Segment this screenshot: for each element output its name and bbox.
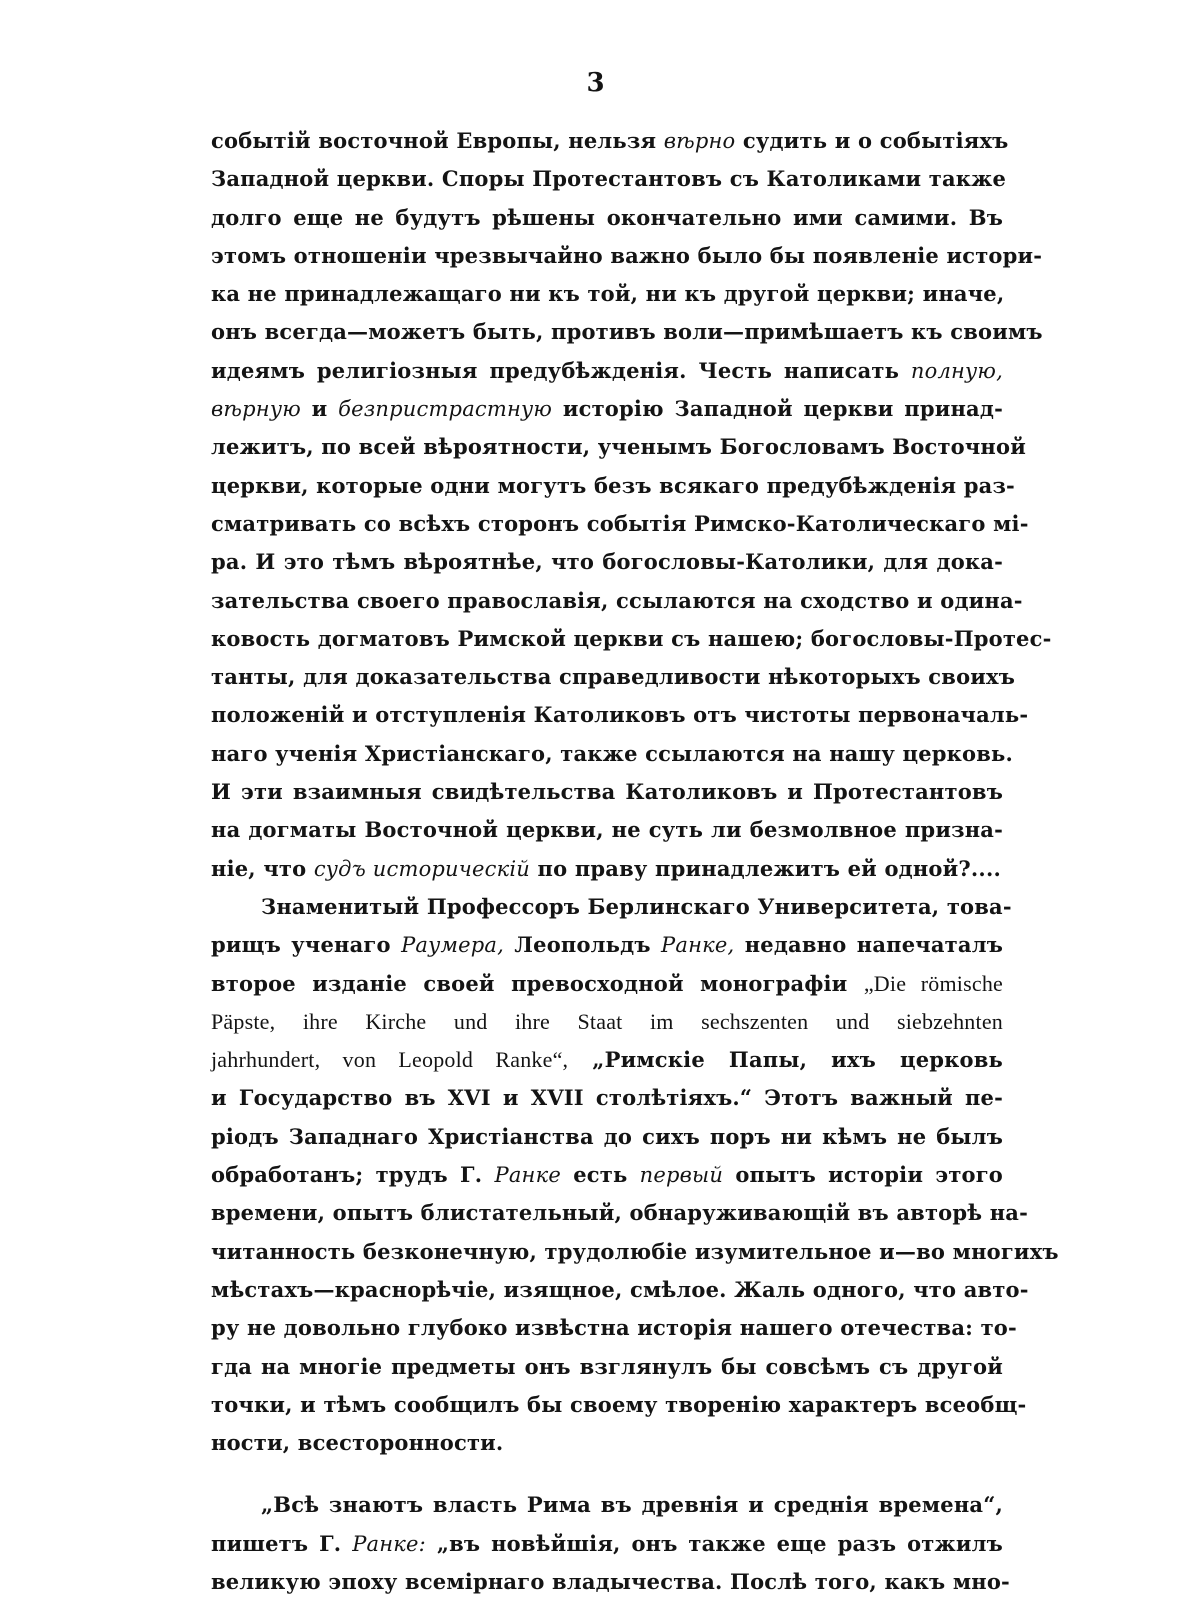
text-line: событій восточной Европы, нельзя вѣрно судить и о событіяхъ <box>211 128 1009 153</box>
paragraph-1 <box>211 122 1052 888</box>
text-line: танты, для доказательства справедливости нѣкоторыхъ своихъ <box>211 664 1016 690</box>
text-line: мѣстахъ—краснорѣчіе, изящное, смѣлое. Жаль одного, что авто- <box>211 1276 1029 1302</box>
text-line: ніе, что судъ историческій по праву принадлежитъ ей одной?.... <box>211 855 1001 881</box>
text-line: ріодъ Западнаго Христіанства до сихъ поръ ни кѣмъ не былъ <box>211 1123 1003 1149</box>
text-line: точки, и тѣмъ сообщилъ бы своему творенію характеръ всеобщ- <box>211 1391 1027 1417</box>
text-line: Знаменитый Профессоръ Берлинскаго Университета, това- <box>261 893 1012 919</box>
text-line: церкви, которые одни могутъ безъ всякаго предубѣжденія раз- <box>211 472 1015 498</box>
text-line: лежитъ, по всей вѣроятности, ученымъ Богословамъ Восточной <box>211 434 1026 460</box>
text-line: ности, всесторонности. <box>211 1430 504 1456</box>
text-line: ру не довольно глубоко извѣстна исторія нашего отечества: то- <box>211 1315 1017 1341</box>
text-line: положеній и отступленія Католиковъ отъ чистоты первоначаль- <box>211 702 1029 728</box>
text-line: великую эпоху всемірнаго владычества. Послѣ того, какъ мно- <box>211 1568 1010 1594</box>
text-line: Päpste, ihre Kirche und ihre Staat im sechszenten und siebzehnten <box>211 1008 1003 1034</box>
text-line: jahrhundert, von Leopold Ranke“, „Римскіе Папы, ихъ церковь <box>211 1047 1003 1073</box>
text-line: И эти взаимныя свидѣтельства Католиковъ и Протестантовъ <box>211 779 1003 805</box>
text-line: ка не принадлежащаго ни къ той, ни къ другой церкви; иначе, <box>211 281 1005 307</box>
text-line: гда на многіе предметы онъ взглянулъ бы совсѣмъ съ другой <box>211 1353 1003 1379</box>
text-line: онъ всегда—можетъ быть, противъ воли—примѣшаетъ къ своимъ <box>211 319 1043 345</box>
text-line: ковость догматовъ Римской церкви съ нашею; богословы-Протес- <box>211 625 1052 651</box>
text-line: обработанъ; трудъ Г. Ранке есть первый опытъ исторіи этого <box>211 1162 1004 1188</box>
text-line: наго ученія Христіанскаго, также ссылаются на нашу церковь. <box>211 740 1014 766</box>
text-line: вѣрную и безпристрастную исторію Западной церкви принад- <box>211 396 1003 422</box>
text-line: сматривать со всѣхъ сторонъ событія Римско-Католическаго мі- <box>211 510 1029 536</box>
page-number: 3 <box>586 68 605 98</box>
text-line: на догматы Восточной церкви, не суть ли безмолвное призна- <box>211 817 1003 843</box>
text-line: „Всѣ знаютъ власть Рима въ древнія и среднія времена“, <box>261 1492 1003 1518</box>
text-line: второе изданіе своей превосходной монографіи „Die römische <box>211 970 1004 996</box>
text-line: ра. И это тѣмъ вѣроятнѣе, что богословы-Католики, для дока- <box>211 549 1003 575</box>
text-line: Западной церкви. Споры Протестантовъ съ Католиками также <box>211 166 1007 192</box>
paragraph-3 <box>211 1486 1010 1601</box>
text-line: времени, опытъ блистательный, обнаруживающій въ авторѣ на- <box>211 1200 1029 1226</box>
text-line: долго еще не будутъ рѣшены окончательно ими самими. Въ <box>211 204 1003 230</box>
paragraph-gap <box>211 1462 1003 1486</box>
text-line: рищъ ученаго Раумера, Леопольдъ Ранке, недавно напечаталъ <box>211 932 1004 958</box>
text-line: зательства своего православія, ссылаются на сходство и одина- <box>211 587 1023 613</box>
text-line: читанность безконечную, трудолюбіе изумительное и—во многихъ <box>211 1238 1059 1264</box>
text-line: этомъ отношеніи чрезвычайно важно было бы появленіе истори- <box>211 242 1043 268</box>
text-line: пишетъ Г. Ранке: „въ новѣйшія, онъ также еще разъ отжилъ <box>211 1530 1003 1556</box>
text-line: и Государство въ XVI и XVII столѣтіяхъ.“ Этотъ важный пе- <box>211 1085 1003 1111</box>
paragraph-2 <box>211 888 1059 1462</box>
body-text <box>211 122 1059 1601</box>
text-line: идеямъ религіозныя предубѣжденія. Честь написать полную, <box>211 357 1003 383</box>
